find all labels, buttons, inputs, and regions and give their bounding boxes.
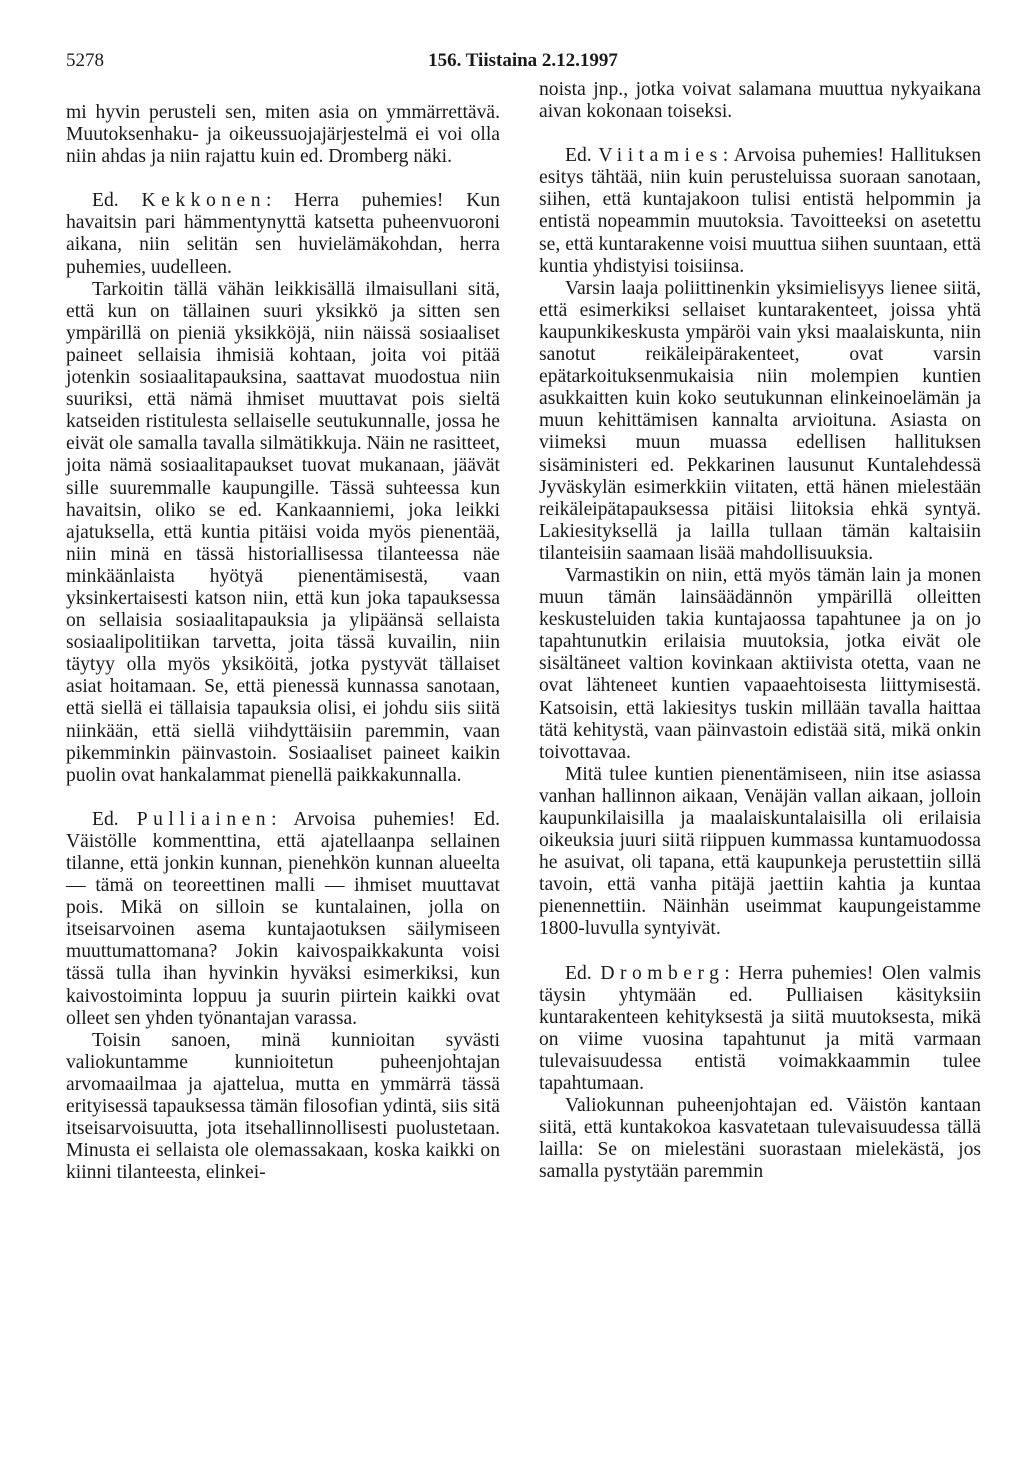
paragraph: mi hyvin perusteli sen, miten asia on ymmärrettävä. Muutoksenhaku- ja oikeussuojajärjestelmä ei voi olla niin ahdas ja niin rajattu kuin ed. Dromberg näki. bbox=[66, 102, 500, 168]
session-title: 156. Tiistaina 2.12.1997 bbox=[428, 50, 618, 71]
paragraph: Valiokunnan puheenjohtajan ed. Väistön kantaan siitä, että kuntakokoa kasvatetaan tulevaisuudessa tällä laillа: Se on mielestäni suorastaan mielekästä, jos samalla pystytään paremmin bbox=[539, 1095, 981, 1183]
paragraph: Toisin sanoen, minä kunnioitan syvästi valiokuntamme kunnioitetun puheenjohtajan arvomaailmaa ja ajattelua, mutta en ymmärrä tässä erityisessä tapauksessa tämän filosofian ydintä, siis sitä itseisarvoisuutta, jota itsehallinnollisesti puolustetaan. Minusta ei sellaista ole olemassakaan, koska kaikki on kiinni tilanteesta, elinkei- bbox=[66, 1029, 500, 1184]
speaker-prefix: Ed. bbox=[565, 145, 592, 167]
speech-pulliainen bbox=[66, 809, 500, 1030]
paragraph: Mitä tulee kuntien pienentämiseen, niin itse asiassa vanhan hallinnon aikaan, Venäjän vallan aikaan, jolloin kaupunkilaisilla ja maalaiskuntalaisilla oli erilaisia oikeuksia juuri siitä riippuen kummassa kuntamuodossa he asuivat, oli tapana, että kaupunkeja perustettiin sillä tavoin, että vanha pitäjä jaettiin kahtia ja kuntaa pienennettiin. Näinhän useimmat kaupungeistamme 1800-luvulla syntyivät. bbox=[539, 763, 981, 940]
speaker-name: Pulliainen bbox=[136, 808, 272, 830]
speaker-name: Kekkonen bbox=[141, 190, 266, 212]
speaker-name: Dromberg bbox=[600, 962, 725, 984]
speech-text: : Herra puhemies! Kun havaitsin pari hämmentynyttä katsetta puheenvuoroni aikana, niin selitän sen huvielämäkohdan, herra puhemies, uudelleen. bbox=[66, 190, 500, 278]
left-column bbox=[66, 102, 500, 1184]
right-column bbox=[539, 79, 981, 1184]
paragraph: Varsin laaja poliittinenkin yksimielisyys lienee siitä, että esimerkiksi sellaiset kuntarakenteet, joissa yhtä kaupunkikeskusta ympäröi vain yksi maalaiskunta, niin sanotut reikäleipärakenteet, ovat varsin epätarkoituksenmukaisia niin molempien kuntien asukkaitten kuin koko seutukunnan elinkeinoelämän ja muun kehittämisen kannalta arvioituna. Asiasta on viimeksi muun muassa edellisen hallituksen sisäministeri ed. Pekkarinen lausunut Kuntalehdessä Jyväskylän esimerkkiin viitaten, että hänen mielestään reikäleipätapauksessa pitäisi liitoksia ehkä syntyä. Lakiesityksellä ja laillа tullaan tämän kaltaisiin tilanteisiin saamaan lisää mahdollisuuksia. bbox=[539, 277, 981, 564]
speech-kekkonen bbox=[66, 190, 500, 278]
speaker-prefix: Ed. bbox=[92, 190, 119, 212]
speech-text: : Arvoisa puhemies! Hallituksen esitys tähtää, niin kuin perusteluissa suoraan sanotaan, siihen, että kuntajakoon tulisi entistä helpommin ja entistä nopeammin muutoksia. Tavoitteeksi on asetettu se, että kuntarakenne voisi muuttua siihen suuntaan, että kuntia yhdistyisi toisiinsa. bbox=[539, 145, 981, 277]
paragraph: Tarkoitin tällä vähän leikkisällä ilmaisullani sitä, että kun on tällainen suuri yksikkö ja sitten sen ympärillä on pieniä yksikköjä, niin näissä sosiaaliset paineet sellaisia ihmisiä kohtaan, joita voi pitää jotenkin sosiaalitapauksina, saattavat muodostua niin suuriksi, että nämä ihmiset muuttavat pois sieltä katseiden ristitulesta sellaiselle seutukunnalle, jossa he eivät ole samalla tavalla silmätikkuja. Näin ne rasitteet, joita nämä sosiaalitapaukset tuovat mukanaan, jäävät sille suuremmalle kaupungille. Tässä suhteessa kun havaitsin, oliko se ed. Kankaanniemi, joka leikki ajatuksella, että kuntia pitäisi voida myös pienentää, niin minä en tässä historiallisessa tilanteessa näe minkäänlaista hyötyä pienentämisestä, vaan yksinkertaisesti katson niin, että kun joka tapauksessa on sellaisia sosiaalitapauksia ja ylipäänsä sellaista sosiaalipolitiikan tarvetta, joita tässä kuvailin, niin täytyy olla myös yksiköitä, jotka pystyvät tällaiset asiat hoitamaan. Se, että pienessä kunnassa sanotaan, että siellä ei tällaisia tapauksia olisi, ei johdu siis siitä niinkään, että siellä viihdyttäisiin paremmin, vaan pikemminkin päinvastoin. Sosiaaliset paineet kaikin puolin ovat hankalammat pienellä paikkakunnalla. bbox=[66, 278, 500, 786]
paragraph: Varmastikin on niin, että myös tämän lain ja monen muun tämän lainsäädännön ympärillä olleitten keskusteluiden takia kuntajaossa tapahtunee ja on jo tapahtunutkin erilaisia muutoksia, jotka eivät ole sisältäneet valtion kovinkaan aktiivista otetta, vaan ne ovat lähteneet kuntien vapaaehtoisesta liittymisestä. Katsoisin, että lakiesitys tuskin millään tavalla haittaa tätä kehitystä, vaan päinvastoin edistää sitä, mikä onkin toivottavaa. bbox=[539, 564, 981, 763]
speech-dromberg bbox=[539, 963, 981, 1096]
speaker-prefix: Ed. bbox=[92, 808, 119, 830]
speaker-name: Viitamies bbox=[598, 145, 723, 167]
page-header bbox=[66, 48, 980, 74]
page-number: 5278 bbox=[66, 50, 104, 71]
speech-text: : Arvoisa puhemies! Ed. Väistölle kommenttina, että ajatellaanpa sellainen tilanne, että jonkin kunnan, pienehkön kunnan alueelta — tämä on teoreettinen malli — ihmiset muuttavat pois. Mikä on silloin se kuntalainen, jolla on itseisarvoinen asema kuntajaotuksen säilymiseen muuttumattomana? Jokin kaivospaikkakunta voisi tässä tulla ihan hyvinkin hyväksi esimerkiksi, kun kaivostoiminta loppuu ja suurin piirtein kaikki ovat olleet sen yhden työnantajan varassa. bbox=[66, 808, 500, 1029]
speech-viitamies bbox=[539, 145, 981, 278]
speech-text: : Herra puhemies! Olen valmis täysin yhtymään ed. Pulliaisen käsityksiin kuntarakenteen kehityksestä ja siitä muutoksesta, mikä on viime vuosina tapahtunut ja mitä varmaan tulevaisuudessa entistä voimakkaammin tulee tapahtumaan. bbox=[539, 962, 981, 1095]
paragraph: noista jnp., jotka voivat salamana muuttua nykyaikana aivan kokonaan toiseksi. bbox=[539, 79, 981, 123]
speaker-prefix: Ed. bbox=[565, 962, 592, 984]
